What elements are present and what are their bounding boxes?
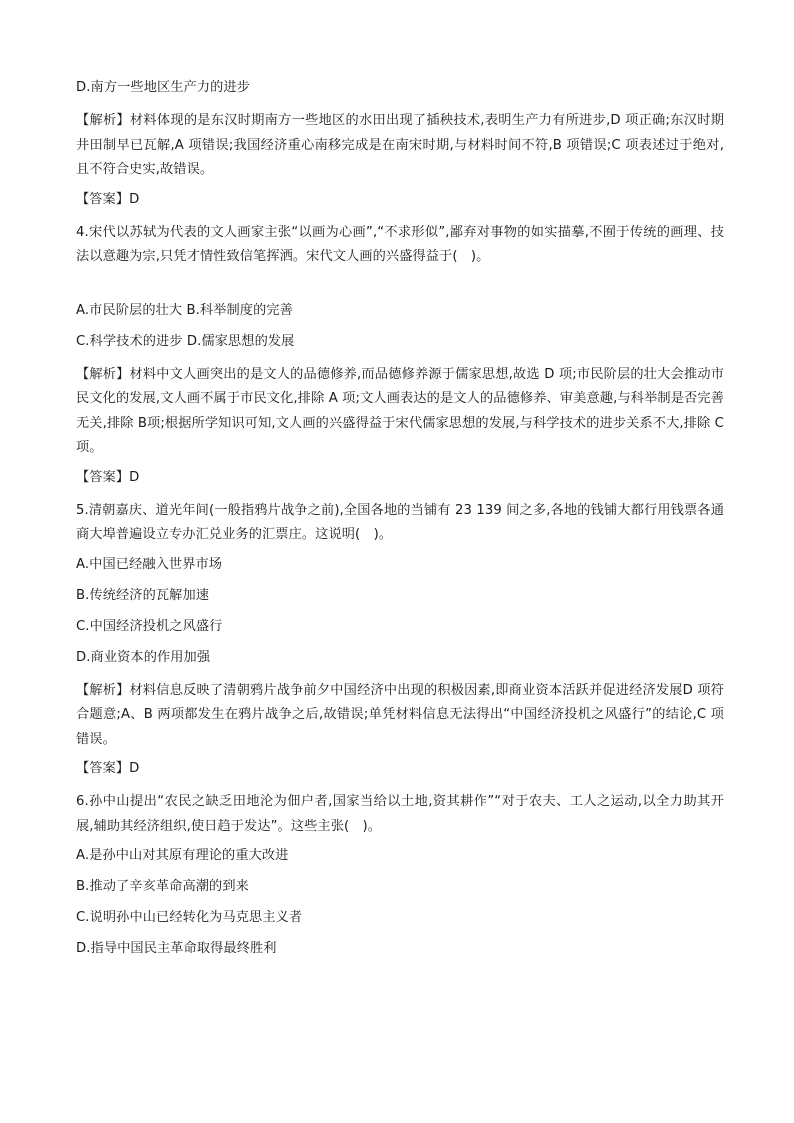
q6-option-a: A.是孙中山对其原有理论的重大改进 bbox=[76, 848, 289, 863]
q5-option-a: A.中国已经融入世界市场 bbox=[76, 556, 223, 572]
q5-option-d: D.商业资本的作用加强 bbox=[76, 649, 211, 665]
document-page bbox=[76, 78, 724, 970]
q5-answer: 【答案】D bbox=[76, 761, 140, 776]
q5-option-b: B.传统经济的瓦解加速 bbox=[76, 587, 210, 603]
q4-options-cd: C.科学技术的进步 D.儒家思想的发展 bbox=[76, 333, 295, 349]
q3-analysis: 【解析】材料体现的是东汉时期南方一些地区的水田出现了插秧技术,表明生产力有所进步,D 项正确;东汉时期井田制早已瓦解,A 项错误;我国经济重心南移完成是在南宋时期,与材料时间不符,B 项错误;C 项表述过于绝对,且不符合史实,故错误。 bbox=[76, 113, 724, 177]
q4-analysis: 【解析】材料中文人画突出的是文人的品德修养,而品德修养源于儒家思想,故选 D 项;市民阶层的壮大会推动市民文化的发展,文人画不属于市民文化,排除 A 项;文人画表达的是文人的品德修养、审美意趣,与科举制是否完善无关,排除 B项;根据所学知识可知,文人画的兴盛得益于宋代儒家思想的发展,与科学技术的进步关系不大,排除 C 项。 bbox=[76, 366, 724, 455]
q3-answer: 【答案】D bbox=[76, 191, 140, 207]
q6-stem: 6.孙中山提出“农民之缺乏田地沦为佃户者,国家当给以土地,资其耕作”“对于农夫、工人之运动,以全力助其开展,辅助其经济组织,使日趋于发达”。这些主张( )。 bbox=[76, 794, 724, 834]
q3-option-d: D.南方一些地区生产力的进步 bbox=[76, 80, 250, 95]
q4-stem: 4.宋代以苏轼为代表的文人画家主张“以画为心画”,“不求形似”,鄙弃对事物的如实描摹,不囿于传统的画理、技法以意趣为宗,只凭才情性致信笔挥洒。宋代文人画的兴盛得益于( )。 bbox=[76, 224, 724, 264]
q5-analysis: 【解析】材料信息反映了清朝鸦片战争前夕中国经济中出现的积极因素,即商业资本活跃并促进经济发展D 项符合题意;A、B 两项都发生在鸦片战争之后,故错误;单凭材料信息无法得出“中国经济投机之风盛行”的结论,C 项错误。 bbox=[76, 682, 724, 747]
q4-answer: 【答案】D bbox=[76, 469, 140, 485]
q6-option-b: B.推动了辛亥革命高潮的到来 bbox=[76, 879, 249, 894]
q6-option-d: D.指导中国民主革命取得最终胜利 bbox=[76, 941, 277, 956]
q6-option-c: C.说明孙中山已经转化为马克思主义者 bbox=[76, 910, 303, 925]
q4-options-ab: A.市民阶层的壮大 B.科举制度的完善 bbox=[76, 302, 293, 318]
q5-option-c: C.中国经济投机之风盛行 bbox=[76, 618, 223, 634]
q5-stem: 5.清朝嘉庆、道光年间(一般指鸦片战争之前),全国各地的当铺有 23 139 间之多,各地的钱铺大都行用钱票各通商大埠普遍设立专办汇兑业务的汇票庄。这说明( )。 bbox=[76, 502, 724, 542]
